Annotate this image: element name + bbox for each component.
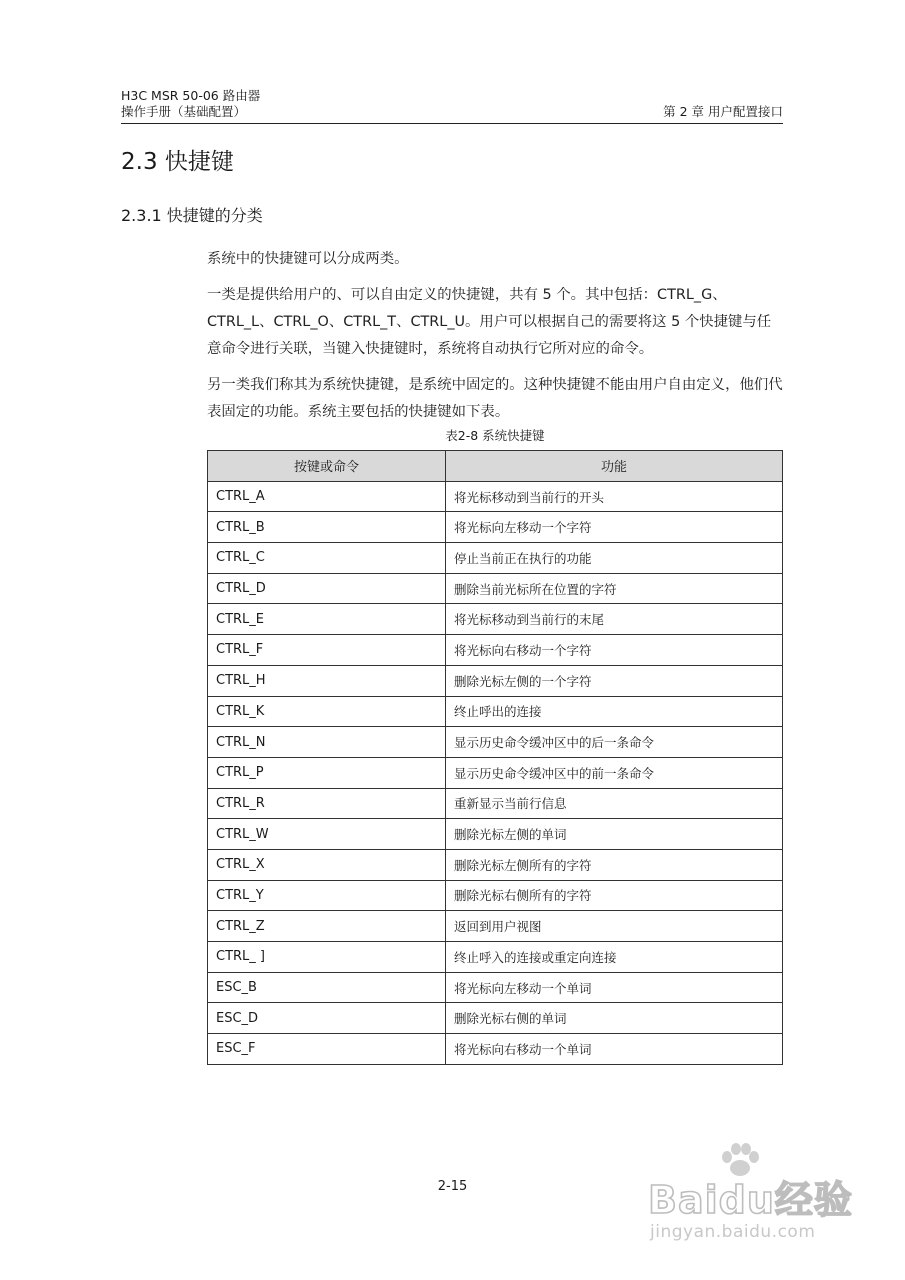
key-cell: CTRL_Z: [208, 911, 446, 942]
page-header: [121, 87, 783, 124]
watermark-logo: Baidu经验: [648, 1178, 853, 1222]
paragraph: 另一类我们称其为系统快捷键，是系统中固定的。这种快捷键不能由用户自由定义，他们代表固定的功能。系统主要包括的快捷键如下表。: [207, 377, 783, 420]
subsection-title: 2.3.1 快捷键的分类: [121, 206, 263, 225]
paragraph: 一类是提供给用户的、可以自由定义的快捷键，共有 5 个。其中包括：CTRL_G、CTRL_L、CTRL_O、CTRL_T、CTRL_U。用户可以根据自己的需要将这 5 个快捷键与任意命令进行关联，当键入快捷键时，系统将自动执行它所对应的命令。: [207, 287, 772, 357]
table-row: [208, 1003, 783, 1034]
body-text: [207, 246, 785, 435]
table-row: [208, 696, 783, 727]
function-cell: 删除光标右侧的单词: [446, 1003, 783, 1034]
key-cell: CTRL_W: [208, 819, 446, 850]
header-product: H3C MSR 50-06 路由器: [121, 88, 261, 103]
table-row: [208, 604, 783, 635]
key-cell: CTRL_Y: [208, 880, 446, 911]
table-row: [208, 665, 783, 696]
table-row: [208, 481, 783, 512]
key-cell: CTRL_ ]: [208, 942, 446, 973]
key-cell: CTRL_H: [208, 665, 446, 696]
key-cell: CTRL_D: [208, 573, 446, 604]
function-cell: 返回到用户视图: [446, 911, 783, 942]
key-cell: CTRL_N: [208, 727, 446, 758]
function-cell: 将光标向左移动一个单词: [446, 972, 783, 1003]
function-cell: 终止呼出的连接: [446, 696, 783, 727]
table-row: [208, 635, 783, 666]
key-cell: CTRL_R: [208, 788, 446, 819]
header-manual-title: 操作手册（基础配置）: [121, 104, 247, 119]
table-row: [208, 911, 783, 942]
page-number: 2-15: [437, 1179, 468, 1194]
table-row: [208, 880, 783, 911]
watermark: [640, 1143, 880, 1253]
column-header-key: 按键或命令: [208, 451, 446, 482]
shortcut-table: [207, 450, 783, 1065]
function-cell: 将光标移动到当前行的末尾: [446, 604, 783, 635]
table-row: [208, 543, 783, 574]
section-title: 2.3 快捷键: [121, 149, 234, 175]
function-cell: 将光标向右移动一个单词: [446, 1034, 783, 1065]
key-cell: ESC_F: [208, 1034, 446, 1065]
table-caption: 表2-8 系统快捷键: [445, 428, 545, 443]
function-cell: 删除光标右侧所有的字符: [446, 880, 783, 911]
function-cell: 显示历史命令缓冲区中的前一条命令: [446, 757, 783, 788]
function-cell: 删除当前光标所在位置的字符: [446, 573, 783, 604]
function-cell: 显示历史命令缓冲区中的后一条命令: [446, 727, 783, 758]
paragraph: 系统中的快捷键可以分成两类。: [207, 251, 409, 267]
function-cell: 将光标向右移动一个字符: [446, 635, 783, 666]
function-cell: 删除光标左侧的单词: [446, 819, 783, 850]
table-body: [208, 481, 783, 1064]
function-cell: 停止当前正在执行的功能: [446, 543, 783, 574]
key-cell: CTRL_C: [208, 543, 446, 574]
table-header-row: [208, 451, 783, 482]
function-cell: 将光标移动到当前行的开头: [446, 481, 783, 512]
function-cell: 终止呼入的连接或重定向连接: [446, 942, 783, 973]
function-cell: 重新显示当前行信息: [446, 788, 783, 819]
table-row: [208, 819, 783, 850]
key-cell: CTRL_A: [208, 481, 446, 512]
table-row: [208, 849, 783, 880]
key-cell: CTRL_K: [208, 696, 446, 727]
table-row: [208, 942, 783, 973]
table-row: [208, 1034, 783, 1065]
key-cell: ESC_D: [208, 1003, 446, 1034]
key-cell: CTRL_F: [208, 635, 446, 666]
table-row: [208, 757, 783, 788]
table-row: [208, 788, 783, 819]
watermark-url: jingyan.baidu.com: [650, 1222, 816, 1242]
function-cell: 将光标向左移动一个字符: [446, 512, 783, 543]
table-row: [208, 727, 783, 758]
header-chapter: 第 2 章 用户配置接口: [663, 104, 783, 119]
key-cell: CTRL_E: [208, 604, 446, 635]
table-row: [208, 972, 783, 1003]
key-cell: CTRL_X: [208, 849, 446, 880]
function-cell: 删除光标左侧所有的字符: [446, 849, 783, 880]
key-cell: CTRL_B: [208, 512, 446, 543]
key-cell: CTRL_P: [208, 757, 446, 788]
table-row: [208, 512, 783, 543]
key-cell: ESC_B: [208, 972, 446, 1003]
function-cell: 删除光标左侧的一个字符: [446, 665, 783, 696]
table-row: [208, 573, 783, 604]
column-header-function: 功能: [446, 451, 783, 482]
